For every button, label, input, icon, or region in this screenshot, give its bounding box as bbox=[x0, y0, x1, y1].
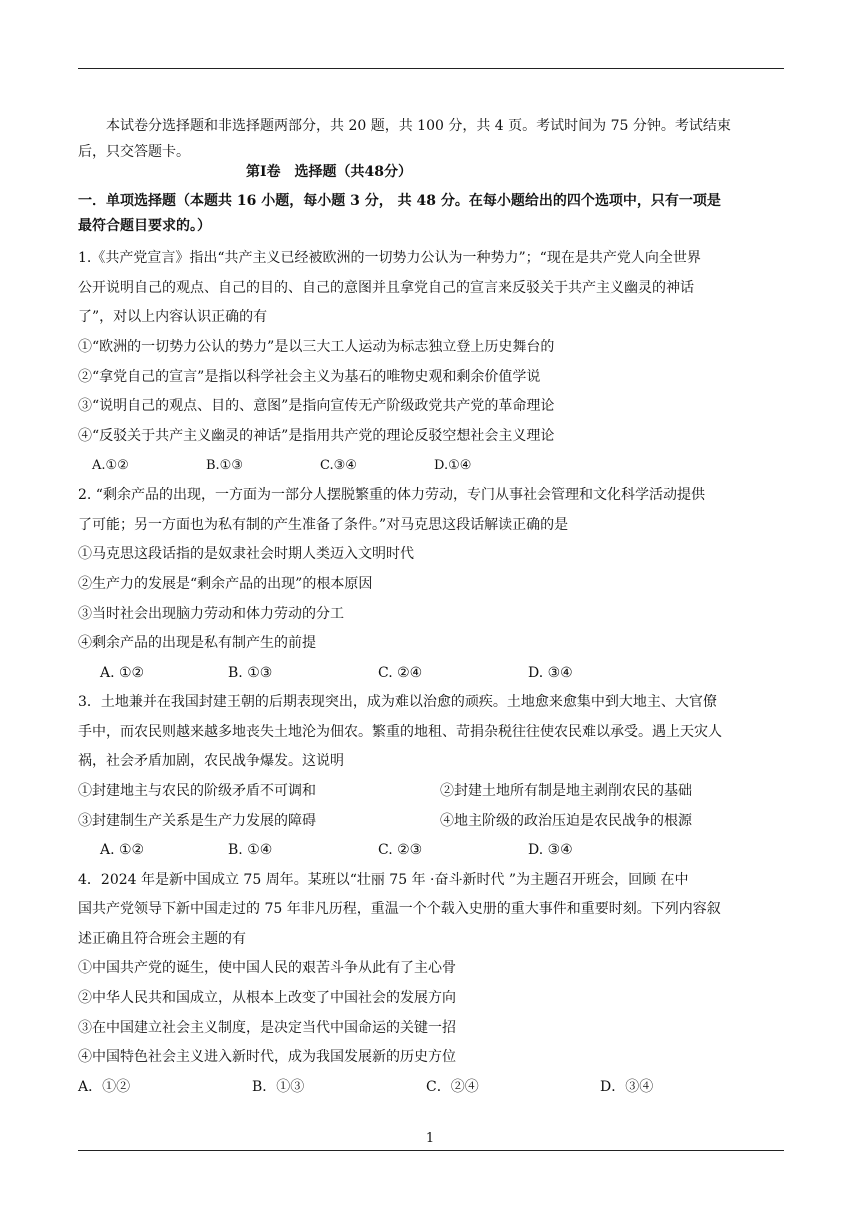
intro-line: 后，只交答题卡。 bbox=[78, 144, 190, 160]
question-2-statement: ④剩余产品的出现是私有制产生的前提 bbox=[78, 635, 316, 651]
question-3-option-c[interactable]: C. ②③ bbox=[378, 842, 423, 858]
instructions-line: 最符合题目要求的。） bbox=[78, 218, 211, 234]
question-3-statement: ④地主阶级的政治压迫是农民战争的根源 bbox=[440, 813, 692, 829]
question-3-statement: ②封建土地所有制是地主剥削农民的基础 bbox=[440, 783, 692, 799]
page-number: 1 bbox=[425, 1131, 435, 1146]
question-3-stem: 手中，而农民则越来越多地丧失土地沦为佃农。繁重的地租、苛捐杂税往往使农民难以承受。遇上天灾人 bbox=[78, 724, 722, 740]
intro-line: 本试卷分选择题和非选择题两部分，共 20 题，共 100 分，共 4 页。考试时间为 75 分钟。考试结束 bbox=[106, 118, 731, 134]
question-2-statement: ①马克思这段话指的是奴隶社会时期人类迈入文明时代 bbox=[78, 546, 414, 562]
question-1-option-c[interactable]: C.③④ bbox=[320, 458, 357, 473]
question-3-stem: 祸，社会矛盾加剧，农民战争爆发。这说明 bbox=[78, 753, 344, 769]
question-4-statement: ④中国特色社会主义进入新时代，成为我国发展新的历史方位 bbox=[78, 1049, 456, 1065]
question-4-stem: 4．2024 年是新中国成立 75 周年。某班以“壮丽 75 年 ·奋斗新时代 ”为主题召开班会，回顾 在中 bbox=[78, 872, 689, 888]
question-2-option-d[interactable]: D. ③④ bbox=[528, 665, 573, 681]
section-title: 第Ⅰ卷 选择题（共48分） bbox=[246, 164, 413, 180]
question-4-stem: 述正确且符合班会主题的有 bbox=[78, 931, 246, 947]
question-4-option-d[interactable]: D．③④ bbox=[600, 1079, 654, 1095]
bottom-rule bbox=[78, 1150, 784, 1151]
question-4-statement: ①中国共产党的诞生，使中国人民的艰苦斗争从此有了主心骨 bbox=[78, 960, 456, 976]
question-4-statement: ③在中国建立社会主义制度，是决定当代中国命运的关键一招 bbox=[78, 1020, 456, 1036]
question-1-stem: 1.《共产党宣言》指出“共产主义已经被欧洲的一切势力公认为一种势力”；“现在是共产党人向全世界 bbox=[78, 250, 701, 266]
question-1-statement: ④“反驳关于共产主义幽灵的神话”是指用共产党的理论反驳空想社会主义理论 bbox=[78, 428, 555, 444]
question-1-statement: ②“拿党自己的宣言”是指以科学社会主义为基石的唯物史观和剩余价值学说 bbox=[78, 369, 541, 385]
question-2-option-b[interactable]: B. ①③ bbox=[228, 665, 273, 681]
instructions-line: 一．单项选择题（本题共 16 小题，每小题 3 分， 共 48 分。在每小题给出的四个选项中，只有一项是 bbox=[78, 193, 721, 209]
question-3-option-b[interactable]: B. ①④ bbox=[228, 842, 273, 858]
question-1-option-d[interactable]: D.①④ bbox=[434, 458, 472, 473]
question-1-statement: ①“欧洲的一切势力公认的势力”是以三大工人运动为标志独立登上历史舞台的 bbox=[78, 339, 555, 355]
question-3-option-a[interactable]: A. ①② bbox=[100, 842, 145, 858]
question-3-stem: 3．土地兼并在我国封建王朝的后期表现突出，成为难以治愈的顽疾。土地愈来愈集中到大地主、大官僚 bbox=[78, 694, 717, 710]
question-4-statement: ②中华人民共和国成立，从根本上改变了中国社会的发展方向 bbox=[78, 990, 456, 1006]
question-4-stem: 国共产党领导下新中国走过的 75 年非凡历程，重温一个个载入史册的重大事件和重要时刻。下列内容叙 bbox=[78, 901, 721, 917]
question-1-stem: 公开说明自己的观点、自己的目的、自己的意图并且拿党自己的宣言来反驳关于共产主义幽灵的神话 bbox=[78, 280, 694, 296]
question-2-stem: 2. “剩余产品的出现，一方面为一部分人摆脱繁重的体力劳动，专门从事社会管理和文化科学活动提供 bbox=[78, 487, 705, 503]
question-3-option-d[interactable]: D. ③④ bbox=[528, 842, 573, 858]
question-1-statement: ③“说明自己的观点、目的、意图”是指向宣传无产阶级政党共产党的革命理论 bbox=[78, 398, 555, 414]
question-4-option-c[interactable]: C．②④ bbox=[426, 1079, 479, 1095]
question-3-statement: ①封建地主与农民的阶级矛盾不可调和 bbox=[78, 783, 316, 799]
question-1-option-a[interactable]: A.①② bbox=[92, 458, 129, 473]
question-2-statement: ③当时社会出现脑力劳动和体力劳动的分工 bbox=[78, 606, 344, 622]
question-4-option-a[interactable]: A．①② bbox=[78, 1079, 131, 1095]
question-2-statement: ②生产力的发展是“剩余产品的出现”的根本原因 bbox=[78, 576, 373, 592]
question-3-statement: ③封建制生产关系是生产力发展的障碍 bbox=[78, 813, 316, 829]
question-1-option-b[interactable]: B.①③ bbox=[206, 458, 243, 473]
top-rule bbox=[78, 68, 784, 69]
question-4-option-b[interactable]: B．①③ bbox=[252, 1079, 305, 1095]
question-1-stem: 了”，对以上内容认识正确的有 bbox=[78, 309, 268, 325]
question-2-stem: 了可能；另一方面也为私有制的产生准备了条件。”对马克思这段话解读正确的是 bbox=[78, 517, 569, 533]
question-2-option-c[interactable]: C. ②④ bbox=[378, 665, 423, 681]
question-2-option-a[interactable]: A. ①② bbox=[100, 665, 145, 681]
